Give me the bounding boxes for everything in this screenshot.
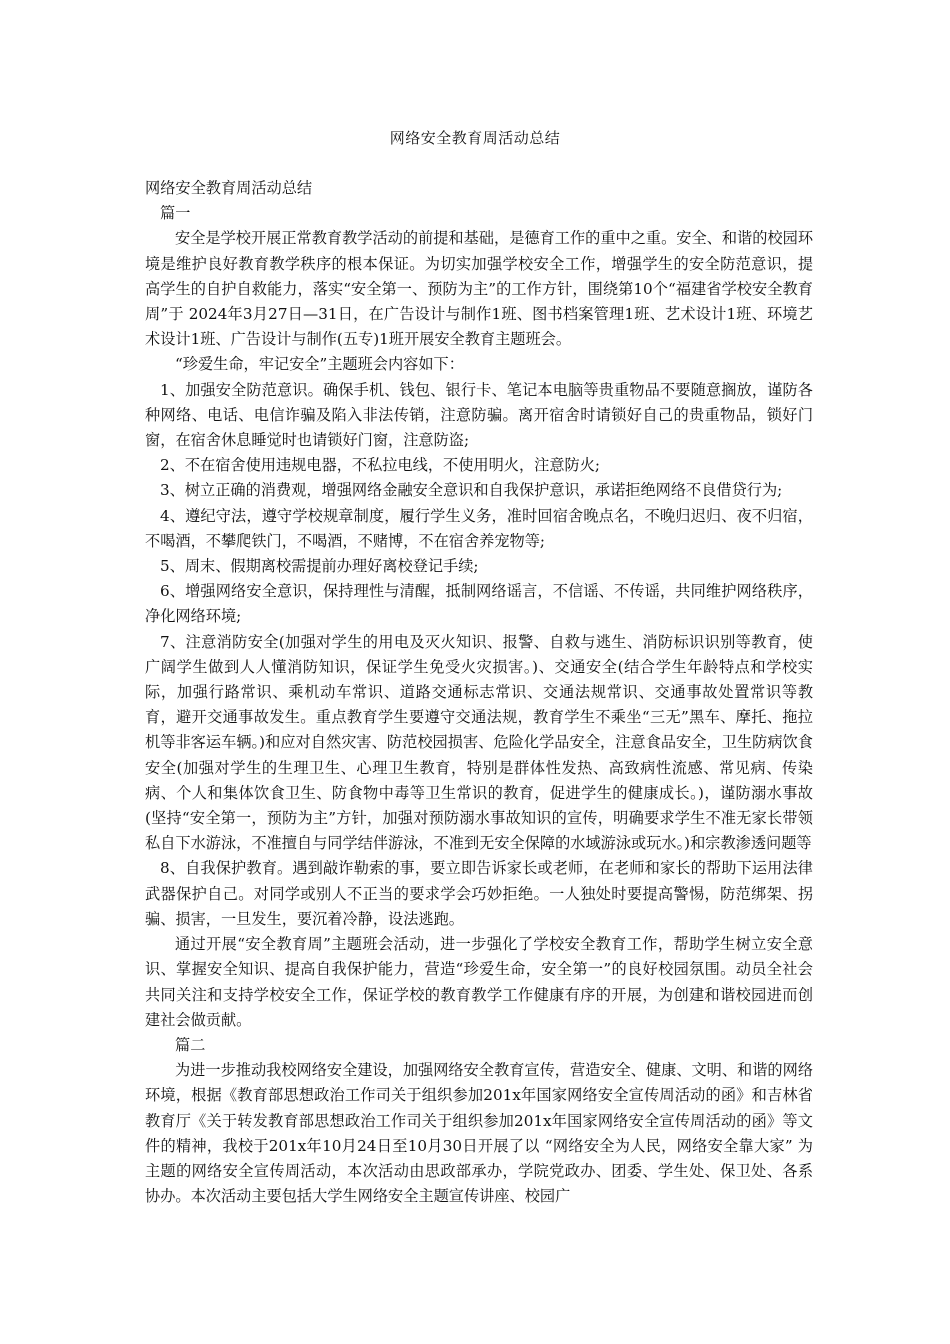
list-item: 3、树立正确的消费观，增强网络金融安全意识和自我保护意识，承诺拒绝网络不良借贷行为; <box>160 481 783 500</box>
list-item: 5、周末、假期离校需提前办理好离校登记手续; <box>160 557 479 576</box>
paragraph-part1-conclusion: 通过开展“安全教育周”主题班会活动，进一步强化了学校安全教育工作，帮助学生树立安全意识、掌握安全知识、提高自我保护能力，营造“珍爱生命，安全第一”的良好校园氛围。动员全社会共同关注和支持学校安全工作，保证学校的教育教学工作健康有序的开展，为创建和谐校园进而创建社会做贡献。 <box>145 935 813 1029</box>
document-title: 网络安全教育周活动总结 <box>389 129 561 147</box>
paragraph-part2-intro: 为进一步推动我校网络安全建设，加强网络安全教育宣传，营造安全、健康、文明、和谐的网络环境，根据《教育部思想政治工作司关于组织参加201x年国家网络安全宣传周活动的函》和吉林省教育厅《关于转发教育部思想政治工作司关于组织参加201x年国家网络安全宣传周活动的函》等文件的精神，我校于201x年10月24日至10月30日开展了以 “网络安全为人民，网络安全靠大家” 为主题的网络安全宣传周活动，本次活动由思政部承办，学院党政办、团委、学生处、保卫处、各系协办。本次活动主要包括大学生网络安全主题宣传讲座、校园广 <box>145 1061 813 1206</box>
list-item: 2、不在宿舍使用违规电器，不私拉电线，不使用明火，注意防火; <box>160 456 601 475</box>
section-heading-part1: 篇一 <box>160 204 191 223</box>
list-item: 7、注意消防安全(加强对学生的用电及灭火知识、报警、自救与逃生、消防标识识别等教育，使广阔学生做到人人懂消防知识，保证学生免受火灾损害。)、交通安全(结合学生年龄特点和学校实际，加强行路常识、乘机动车常识、道路交通标志常识、交通法规常识、交通事故处置常识等教育，避开交通事故发生。重点教育学生要遵守交通法规，教育学生不乘坐“三无”黑车、摩托、拖拉机等非客运车辆。)和应对自然灾害、防范校园损害、危险化学品安全，注意食品安全，卫生防病饮食安全(加强对学生的生理卫生、心理卫生教育，特别是群体性发热、高致病性流感、常见病、传染病、个人和集体饮食卫生、防食物中毒等卫生常识的教育，促进学生的健康成长。)，谨防溺水事故(坚持“安全第一，预防为主”方针，加强对预防溺水事故知识的宣传，明确要求学生不准无家长带领私自下水游泳，不准擅自与同学结伴游泳，不准到无安全保障的水域游泳或玩水。)和宗教渗透问题等 <box>145 632 813 853</box>
paragraph-part1-lead: “珍爱生命，牢记安全”主题班会内容如下： <box>175 355 464 374</box>
list-item: 6、增强网络安全意识，保持理性与清醒，抵制网络谣言，不信谣、不传谣，共同维护网络秩序，净化网络环境; <box>145 582 813 626</box>
section-heading-part2: 篇二 <box>175 1035 206 1054</box>
document-body <box>145 176 813 1209</box>
list-item: 8、自我保护教育。遇到敲诈勒索的事，要立即告诉家长或老师，在老师和家长的帮助下运用法律武器保护自己。对同学或别人不正当的要求学会巧妙拒绝。一人独处时要提高警惕，防范绑架、拐骗、损害，一旦发生，要沉着冷静，设法逃跑。 <box>145 859 813 928</box>
paragraph-part1-intro: 安全是学校开展正常教育教学活动的前提和基础，是德育工作的重中之重。安全、和谐的校园环境是维护良好教育教学秩序的根本保证。为切实加强学校安全工作，增强学生的安全防范意识，提高学生的自护自救能力，落实“安全第一、预防为主”的工作方针，围绕第10个“福建省学校安全教育周”于 2024年3月27日—31日，在广告设计与制作1班、图书档案管理1班、艺术设计1班、环境艺术设计1班、广告设计与制作(五专)1班开展安全教育主题班会。 <box>145 229 813 349</box>
list-item: 1、加强安全防范意识。确保手机、钱包、银行卡、笔记本电脑等贵重物品不要随意搁放，谨防各种网络、电话、电信诈骗及陷入非法传销，注意防骗。离开宿舍时请锁好自己的贵重物品，锁好门窗，在宿舍休息睡觉时也请锁好门窗，注意防盗; <box>145 380 813 450</box>
document-subtitle: 网络安全教育周活动总结 <box>145 179 313 197</box>
list-item: 4、遵纪守法，遵守学校规章制度，履行学生义务，准时回宿舍晚点名，不晚归迟归、夜不归宿，不喝酒，不攀爬铁门，不喝酒，不赌博，不在宿舍养宠物等; <box>145 506 813 550</box>
